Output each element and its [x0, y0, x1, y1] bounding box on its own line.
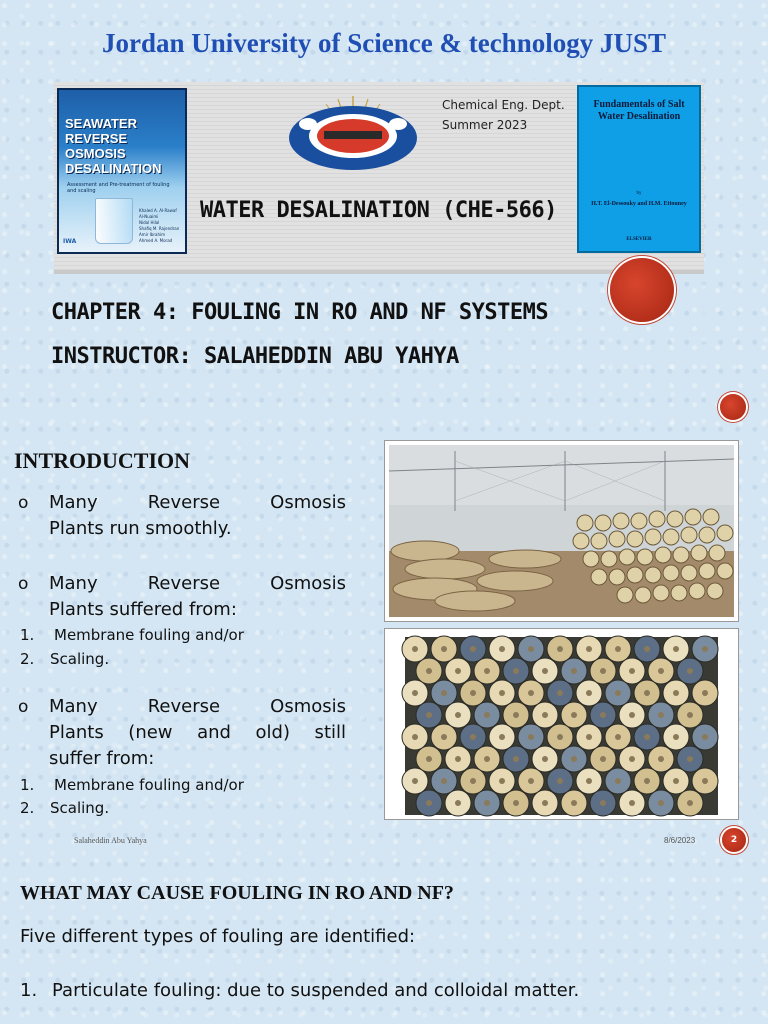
- bullet-item: [18, 571, 348, 623]
- photo-used-membranes-pile: [384, 440, 739, 622]
- page-number-badge: 2: [722, 828, 746, 852]
- bullet-marker: o: [18, 574, 29, 594]
- bullet-item: [18, 694, 348, 772]
- photo-image: [385, 629, 738, 819]
- fouling-type-item: [20, 980, 580, 1001]
- photo-image: [385, 441, 738, 621]
- book-publisher: ELSEVIER: [626, 237, 652, 242]
- footer-date: 8/6/2023: [664, 836, 696, 845]
- book-by: by: [636, 191, 642, 196]
- list-text: Scaling.: [50, 799, 110, 817]
- bullet-text: Plants suffered from:: [49, 599, 237, 620]
- book-title: Fundamentals of Salt Water Desalination: [593, 99, 685, 122]
- course-title: WATER DESALINATION (CHE-566): [200, 198, 557, 223]
- fouling-types-intro: Five different types of fouling are identified:: [20, 926, 416, 947]
- banner-strip: [54, 270, 704, 274]
- book-publisher: IWA: [63, 238, 77, 245]
- bullet-item: [18, 490, 348, 542]
- list-number: 2.: [20, 799, 35, 817]
- list-text: Membrane fouling and/or: [54, 626, 244, 644]
- list-text: Scaling.: [50, 650, 110, 668]
- book-authors: Khaled A. Al-Rawaf Al-Nuaimi Nidal Hilal Shafiq M. Rajendran Amir Ibrahim Ahmed A. Morad: [139, 208, 180, 243]
- instructor-name: INSTRUCTOR: SALAHEDDIN ABU YAHYA: [51, 344, 459, 369]
- bullet-text: Many Reverse Osmosis: [49, 696, 346, 717]
- book-cover-seawater-ro: [57, 88, 187, 254]
- bullet-text: suffer from:: [49, 748, 155, 769]
- bullet-marker: o: [18, 493, 29, 513]
- introduction-heading: INTRODUCTION: [14, 448, 191, 473]
- list-number: 1.: [20, 776, 35, 794]
- book-cover-salt-water: [577, 85, 701, 253]
- water-glass-image: [95, 198, 133, 244]
- book-subtitle: Assessment and Pre-treatment of fouling and scaling: [67, 182, 170, 194]
- decorative-circle-large: [610, 258, 674, 322]
- list-text: Membrane fouling and/or: [54, 776, 244, 794]
- photo-membrane-ends: [384, 628, 739, 820]
- bullet-text: Many Reverse Osmosis: [49, 573, 346, 594]
- bullet-text: Many Reverse Osmosis: [49, 492, 346, 513]
- footer-author: Salaheddin Abu Yahya: [74, 836, 147, 845]
- bullet-marker: o: [18, 697, 29, 717]
- bullet-text: Plants run smoothly.: [49, 518, 232, 539]
- item-text: Particulate fouling: due to suspended and colloidal matter.: [52, 980, 580, 1001]
- list-number: 2.: [20, 650, 35, 668]
- department-label: Chemical Eng. Dept.: [442, 98, 565, 112]
- book-authors: H.T. El-Dessouky and H.M. Ettouney: [591, 201, 687, 207]
- university-logo: [286, 94, 420, 174]
- item-number: 1.: [20, 980, 38, 1001]
- list-number: 1.: [20, 626, 35, 644]
- term-label: Summer 2023: [442, 118, 528, 132]
- bullet-text: Plants (new and old) still: [49, 722, 346, 743]
- fouling-causes-heading: WHAT MAY CAUSE FOULING IN RO AND NF?: [20, 882, 454, 904]
- book-title: SEAWATER REVERSE OSMOSIS DESALINATION: [65, 116, 162, 176]
- chapter-title: CHAPTER 4: FOULING IN RO AND NF SYSTEMS: [51, 300, 549, 325]
- university-title: Jordan University of Science & technology JUST: [102, 28, 666, 58]
- decorative-circle-small: [720, 394, 746, 420]
